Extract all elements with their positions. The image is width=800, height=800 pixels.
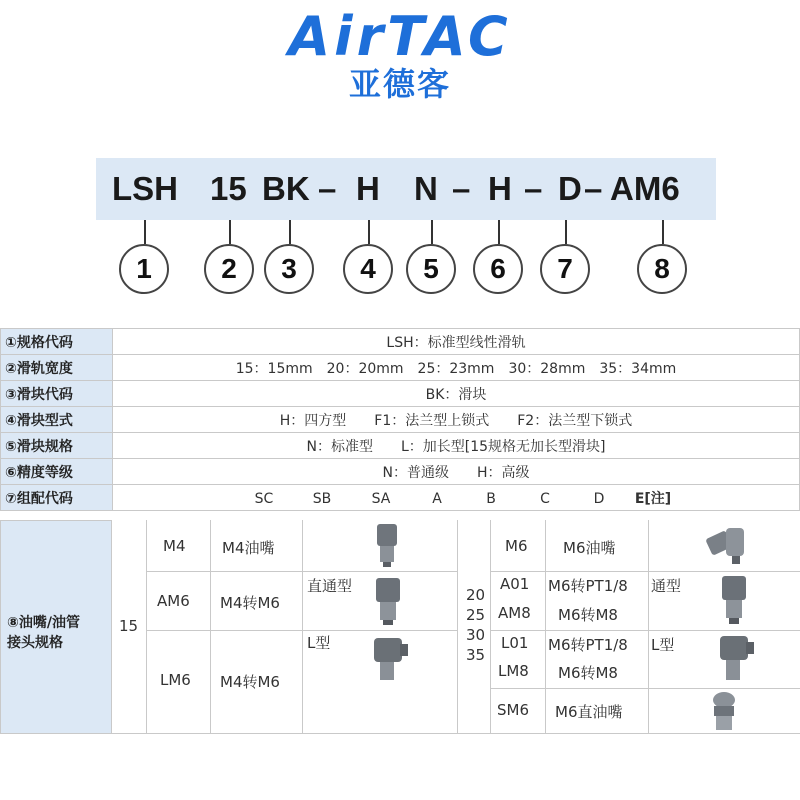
row-value: 15：15mm 20：20mm 25：23mm 30：28mm 35：34mm: [113, 355, 800, 381]
fitting-desc: M6转M8: [558, 664, 618, 682]
fitting-code: SM6: [497, 701, 530, 719]
fitting-desc: M4转M6: [220, 594, 280, 612]
model-seg-spec: N: [414, 170, 438, 207]
brand-name-cn: 亚德客: [348, 65, 451, 103]
divider: [490, 688, 800, 689]
fitting-type: L型: [307, 634, 331, 652]
divider: [490, 630, 800, 631]
connector-line: [229, 220, 231, 244]
table-row: [1, 355, 800, 381]
angled-nipple-image: [706, 522, 752, 566]
fitting-type: L型: [651, 636, 675, 654]
callout-circle-4: 4: [343, 244, 393, 294]
fitting-code: LM8: [498, 662, 529, 680]
fitting-code: M6: [505, 537, 528, 555]
fitting-desc: M6转M8: [558, 606, 618, 624]
table-row: [1, 459, 800, 485]
assembly-code: SA: [371, 490, 391, 507]
connector-line: [368, 220, 370, 244]
straight-adapter-image: [372, 576, 406, 626]
callout-circle-3: 3: [264, 244, 314, 294]
spec-table: [0, 328, 800, 511]
callout-circle-7: 7: [540, 244, 590, 294]
fitting-code: M4: [163, 537, 186, 555]
divider: [302, 520, 303, 734]
divider: [490, 571, 800, 572]
row-label: ⑤滑块规格: [1, 433, 113, 459]
right-size: 20: [466, 586, 486, 604]
assembly-codes: [113, 485, 800, 511]
straight-nipple-image: [706, 690, 742, 732]
model-seg-type: H: [356, 170, 380, 207]
right-size: 25: [466, 606, 486, 624]
left-size: 15: [119, 617, 139, 635]
callout-circle-5: 5: [406, 244, 456, 294]
callout-circle-8: 8: [637, 244, 687, 294]
straight-nipple-image: [372, 522, 402, 568]
fitting-desc: M4油嘴: [222, 539, 275, 557]
right-size: 30: [466, 626, 486, 644]
connector-line: [662, 220, 664, 244]
divider: [457, 520, 458, 734]
fittings-label: [0, 520, 112, 734]
table-row: [1, 433, 800, 459]
divider: [648, 520, 649, 734]
callout-circle-2: 2: [204, 244, 254, 294]
row-label: ⑦组配代码: [1, 485, 113, 511]
fitting-desc: M6转PT1/8: [548, 636, 628, 654]
fitting-code: A01: [500, 575, 530, 593]
connector-line: [498, 220, 500, 244]
model-seg-assembly: D: [558, 170, 582, 207]
fittings-label-line2: 接头规格: [7, 635, 63, 651]
connector-line: [431, 220, 433, 244]
table-row: [1, 407, 800, 433]
row-label: ①规格代码: [1, 329, 113, 355]
row-label: ③滑块代码: [1, 381, 113, 407]
fitting-code: L01: [501, 634, 529, 652]
model-seg-dash: –: [524, 170, 543, 207]
brand-logo: [0, 5, 800, 103]
row-value: H：四方型 F1：法兰型上锁式 F2：法兰型下锁式: [113, 407, 800, 433]
connector-line: [144, 220, 146, 244]
fitting-type: 通型: [651, 577, 682, 595]
brand-name: AirTAC: [288, 5, 512, 68]
assembly-code: D: [593, 490, 605, 507]
divider: [146, 571, 457, 572]
model-seg-series: LSH: [112, 170, 178, 207]
divider: [210, 520, 211, 734]
fittings-section: [0, 520, 800, 734]
fitting-type: 直通型: [307, 577, 353, 595]
divider: [146, 630, 457, 631]
row-value: N：普通级 H：高级: [113, 459, 800, 485]
fitting-desc: M6直油嘴: [555, 703, 623, 721]
divider: [146, 520, 147, 734]
fitting-desc: M6转PT1/8: [548, 577, 628, 595]
model-seg-fitting: AM6: [610, 170, 680, 207]
row-label: ⑥精度等级: [1, 459, 113, 485]
callout-circle-1: 1: [119, 244, 169, 294]
fittings-label-line1: ⑧油嘴/油管: [7, 615, 80, 631]
l-adapter-image: [370, 634, 410, 686]
right-size: 35: [466, 646, 486, 664]
model-seg-dash: –: [584, 170, 603, 207]
table-row: [1, 381, 800, 407]
assembly-code: A: [432, 490, 442, 507]
model-seg-dash: –: [452, 170, 471, 207]
l-adapter-image: [716, 632, 756, 686]
model-seg-dash: –: [318, 170, 337, 207]
table-row: [1, 329, 800, 355]
model-seg-width: 15: [210, 170, 247, 207]
callout-circle-6: 6: [473, 244, 523, 294]
row-value: N：标准型 L：加长型[15规格无加长型滑块]: [113, 433, 800, 459]
assembly-code: E[注]: [634, 490, 672, 507]
divider: [112, 733, 800, 734]
row-label: ②滑轨宽度: [1, 355, 113, 381]
table-row: [1, 485, 800, 511]
row-value: BK：滑块: [113, 381, 800, 407]
fitting-desc: M4转M6: [220, 673, 280, 691]
assembly-code: SB: [312, 490, 332, 507]
model-seg-block: BK: [262, 170, 310, 207]
fitting-code: LM6: [160, 671, 191, 689]
divider: [490, 520, 491, 734]
connector-line: [565, 220, 567, 244]
fitting-desc: M6油嘴: [563, 539, 616, 557]
row-label: ④滑块型式: [1, 407, 113, 433]
assembly-code: B: [486, 490, 496, 507]
assembly-code: SC: [254, 490, 274, 507]
row-value: LSH：标准型线性滑轨: [113, 329, 800, 355]
model-seg-grade: H: [488, 170, 512, 207]
straight-adapter-image: [718, 574, 752, 626]
fitting-code: AM6: [157, 592, 190, 610]
divider: [545, 520, 546, 734]
connector-line: [289, 220, 291, 244]
fitting-code: AM8: [498, 604, 531, 622]
assembly-code: C: [540, 490, 550, 507]
